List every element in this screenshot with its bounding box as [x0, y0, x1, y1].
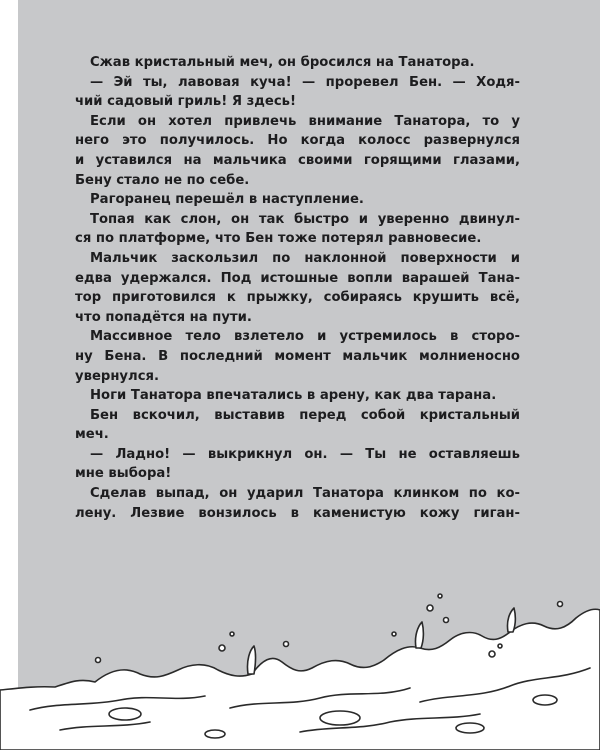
text-line: Массивное тело взлетело и устремилось в сторо-: [90, 329, 520, 345]
text-line: лену. Лезвие вонзилось в каменистую кожу гиган-: [75, 505, 520, 521]
text-line: Сжав кристальный меч, он бросился на Танатора.: [90, 55, 475, 70]
text-line: тор приготовился к прыжку, собираясь крушить всё,: [75, 290, 520, 306]
text-line: едва удержался. Под истошные вопли варашей Тана-: [75, 270, 520, 286]
text-line: Топая как слон, он так быстро и уверенно двинул-: [90, 211, 520, 227]
story-text: [75, 53, 520, 523]
text-line: увернулся.: [75, 368, 159, 384]
text-line: ся по платформе, что Бен тоже потерял равновесие.: [75, 231, 482, 247]
text-line: Если он хотел привлечь внимание Танатора, то у: [90, 113, 520, 129]
text-line: — Эй ты, лавовая куча! — проревел Бен. — Ходя-: [90, 74, 520, 90]
text-line: меч.: [75, 427, 109, 443]
text-line: Бен вскочил, выставив перед собой кристальный: [90, 407, 520, 423]
text-line: Рагоранец перешёл в наступление.: [90, 192, 364, 208]
text-line: Мальчик заскользил по наклонной поверхности и: [90, 250, 520, 266]
text-line: него это получилось. Но когда колосс развернулся: [75, 133, 520, 149]
text-line: мне выбора!: [75, 466, 172, 482]
liquid-splash-illustration: [0, 590, 600, 750]
text-line: что попадётся на пути.: [75, 309, 252, 325]
text-line: Ноги Танатора впечатались в арену, как два тарана.: [90, 388, 497, 404]
text-line: и уставился на мальчика своими горящими глазами,: [75, 152, 520, 168]
text-line: — Ладно! — выкрикнул он. — Ты не оставляешь: [90, 446, 520, 462]
text-line: Сделав выпад, он ударил Танатора клинком по ко-: [90, 486, 520, 502]
text-line: ну Бена. В последний момент мальчик молниеносно: [75, 348, 520, 364]
text-line: чий садовый гриль! Я здесь!: [75, 94, 297, 110]
text-line: Бену стало не по себе.: [75, 172, 250, 188]
